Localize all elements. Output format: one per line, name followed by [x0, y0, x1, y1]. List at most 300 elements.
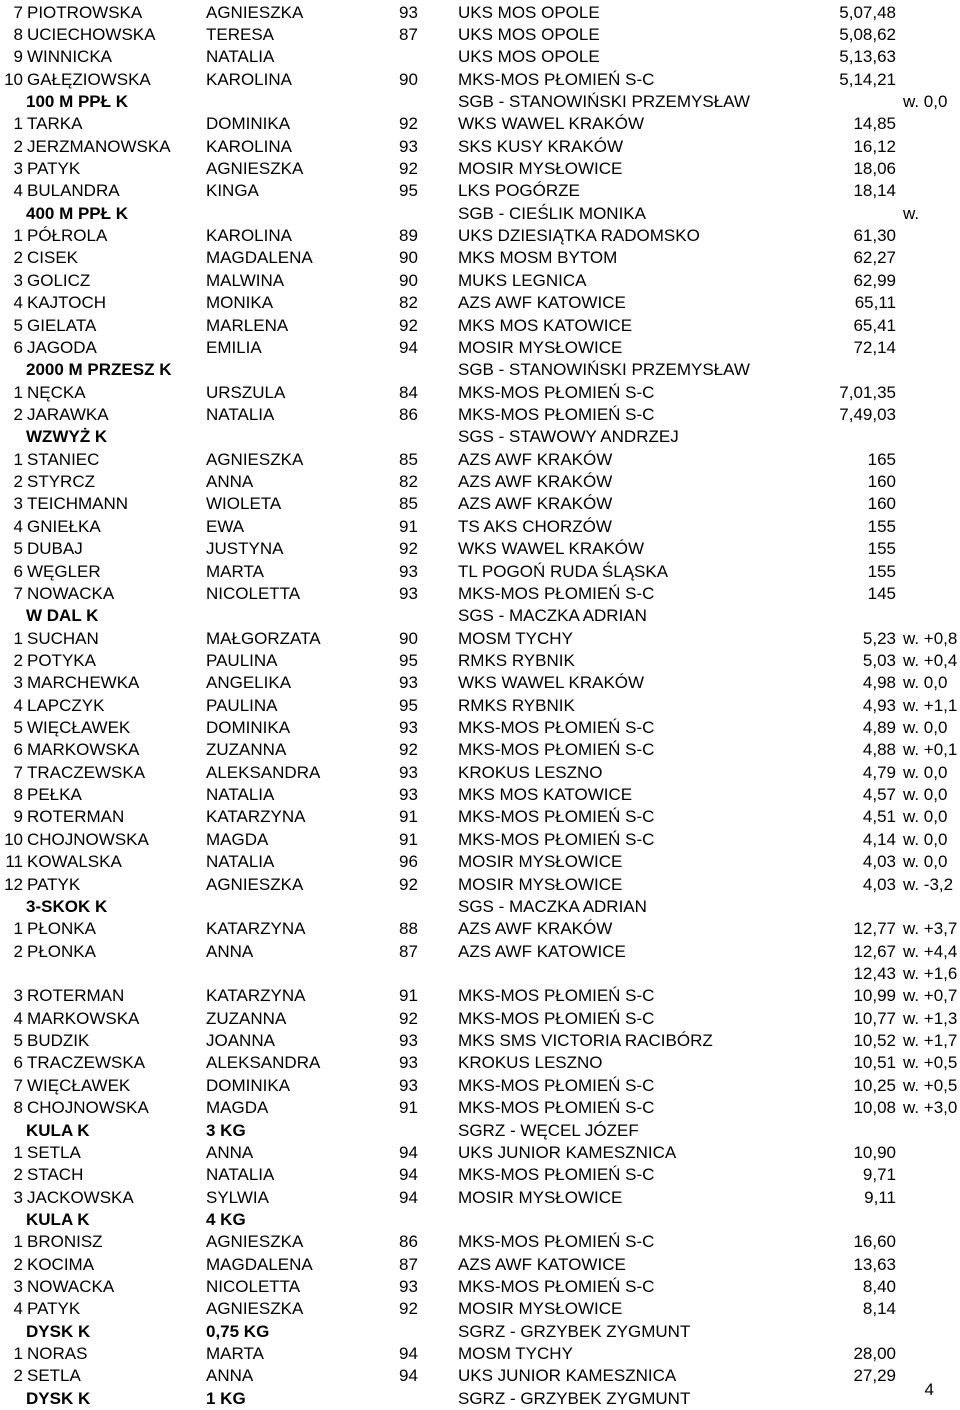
surname: SETLA [27, 1142, 81, 1162]
surname: BUDZIK [27, 1031, 90, 1051]
club: MKS-MOS PŁOMIEŃ S-C [458, 1165, 655, 1185]
wind: w. +0,7 [903, 986, 958, 1006]
club: UKS MOS OPOLE [458, 47, 600, 67]
event-coach: SGB - CIEŚLIK MONIKA [458, 203, 646, 223]
event-coach: SGRZ - GRZYBEK ZYGMUNT [458, 1388, 691, 1408]
club: UKS JUNIOR KAMESZNICA [458, 1366, 677, 1386]
event-name: KULA K [26, 1120, 90, 1140]
result-row [0, 1343, 960, 1365]
birth-year: 95 [399, 695, 418, 715]
place: 4 [13, 181, 23, 201]
event-weight: 0,75 KG [206, 1321, 270, 1341]
place: 2 [13, 1366, 23, 1386]
club: MKS-MOS PŁOMIEŃ S-C [458, 404, 655, 424]
birth-year: 92 [399, 315, 418, 335]
surname: ROTERMAN [27, 807, 125, 827]
result-row [0, 69, 960, 91]
first-name: MARTA [206, 1344, 264, 1364]
surname: LAPCZYK [27, 695, 105, 715]
club: MKS-MOS PŁOMIEŃ S-C [458, 807, 655, 827]
result: 10,77 [853, 1008, 896, 1028]
result-row [0, 2, 960, 24]
place: 1 [13, 226, 23, 246]
birth-year: 94 [399, 1142, 418, 1162]
birth-year: 93 [399, 762, 418, 782]
birth-year: 90 [399, 69, 418, 89]
club: MKS-MOS PŁOMIEŃ S-C [458, 986, 655, 1006]
place: 8 [13, 1098, 23, 1118]
place: 6 [13, 740, 23, 760]
first-name: AGNIESZKA [206, 449, 304, 469]
birth-year: 93 [399, 673, 418, 693]
birth-year: 92 [399, 539, 418, 559]
first-name: MARTA [206, 561, 264, 581]
place: 6 [13, 561, 23, 581]
birth-year: 91 [399, 829, 418, 849]
result: 8,40 [862, 1277, 896, 1297]
event-header-row [0, 896, 960, 918]
surname: SUCHAN [27, 628, 99, 648]
wind: w. +3,0 [903, 1098, 958, 1118]
event-name: WZWYŻ K [26, 427, 108, 447]
event-coach: SGS - MACZKA ADRIAN [458, 606, 647, 626]
place: 9 [13, 807, 23, 827]
birth-year: 93 [399, 1031, 418, 1051]
event-coach: SGS - MACZKA ADRIAN [458, 896, 647, 916]
birth-year: 82 [399, 293, 418, 313]
first-name: WIOLETA [206, 494, 282, 514]
club: MKS-MOS PŁOMIEŃ S-C [458, 1232, 655, 1252]
birth-year: 94 [399, 1366, 418, 1386]
result-row [0, 449, 960, 471]
first-name: ALEKSANDRA [206, 762, 321, 782]
club: AZS AWF KRAKÓW [458, 472, 613, 492]
wind: w. +0,5 [903, 1075, 958, 1095]
birth-year: 93 [399, 136, 418, 156]
place: 1 [13, 382, 23, 402]
place: 6 [13, 337, 23, 357]
club: MKS-MOS PŁOMIEŃ S-C [458, 1008, 655, 1028]
surname: MARKOWSKA [27, 740, 140, 760]
event-weight: 4 KG [206, 1209, 246, 1229]
result: 13,63 [853, 1254, 896, 1274]
place: 10 [4, 69, 23, 89]
result: 62,27 [853, 248, 896, 268]
club: MKS-MOS PŁOMIEŃ S-C [458, 382, 655, 402]
first-name: NATALIA [206, 47, 275, 67]
surname: GNIEŁKA [27, 516, 101, 536]
first-name: AGNIESZKA [206, 1232, 304, 1252]
club: MKS-MOS PŁOMIEŃ S-C [458, 718, 655, 738]
first-name: KAROLINA [206, 226, 292, 246]
surname: TEICHMANN [27, 494, 129, 514]
result: 155 [867, 561, 896, 581]
first-name: JUSTYNA [206, 539, 284, 559]
club: MKS-MOS PŁOMIEŃ S-C [458, 1075, 655, 1095]
wind: w. 0,0 [903, 829, 948, 849]
surname: NOWACKA [27, 583, 115, 603]
result: 12,43 [853, 963, 896, 983]
place: 9 [13, 47, 23, 67]
wind: w. +3,7 [903, 919, 958, 939]
birth-year: 95 [399, 181, 418, 201]
surname: PATYK [27, 874, 81, 894]
surname: CHOJNOWSKA [27, 829, 149, 849]
result-row [0, 113, 960, 135]
birth-year: 92 [399, 1299, 418, 1319]
result-row [0, 1097, 960, 1119]
club: WKS WAWEL KRAKÓW [458, 114, 645, 134]
surname: ROTERMAN [27, 986, 125, 1006]
first-name: AGNIESZKA [206, 1299, 304, 1319]
result: 72,14 [853, 337, 896, 357]
surname: TARKA [27, 114, 83, 134]
event-name: 100 M PPŁ K [26, 91, 129, 111]
first-name: KATARZYNA [206, 919, 306, 939]
result: 9,11 [864, 1187, 896, 1207]
birth-year: 93 [399, 561, 418, 581]
birth-year: 92 [399, 740, 418, 760]
result-row [0, 538, 960, 560]
surname: WIĘCŁAWEK [27, 718, 131, 738]
event-name: DYSK K [26, 1388, 91, 1408]
surname: WIĘCŁAWEK [27, 1075, 131, 1095]
first-name: URSZULA [206, 382, 286, 402]
wind: w. +1,3 [903, 1008, 958, 1028]
surname: NĘCKA [27, 382, 86, 402]
place: 2 [13, 941, 23, 961]
result-row [0, 46, 960, 68]
result: 4,88 [862, 740, 896, 760]
first-name: KINGA [206, 181, 259, 201]
wind: w. 0,0 [903, 785, 948, 805]
result: 7,49,03 [839, 404, 896, 424]
first-name: ZUZANNA [206, 740, 287, 760]
surname: UCIECHOWSKA [27, 24, 156, 44]
surname: STACH [27, 1165, 84, 1185]
result-row [0, 180, 960, 202]
result-row [0, 382, 960, 404]
club: UKS MOS OPOLE [458, 24, 600, 44]
first-name: ZUZANNA [206, 1008, 287, 1028]
club: MKS-MOS PŁOMIEŃ S-C [458, 740, 655, 760]
club: MKS-MOS PŁOMIEŃ S-C [458, 829, 655, 849]
surname: BRONISZ [27, 1232, 103, 1252]
surname: DUBAJ [27, 539, 83, 559]
first-name: AGNIESZKA [206, 874, 304, 894]
result-row [0, 24, 960, 46]
result-row [0, 158, 960, 180]
birth-year: 93 [399, 583, 418, 603]
result-row [0, 471, 960, 493]
result-row [0, 672, 960, 694]
first-name: NICOLETTA [206, 583, 301, 603]
result: 4,79 [862, 762, 896, 782]
birth-year: 91 [399, 807, 418, 827]
birth-year: 87 [399, 941, 418, 961]
event-weight: 3 KG [206, 1120, 246, 1140]
event-wind: w. [903, 203, 920, 223]
wind: w. 0,0 [903, 807, 948, 827]
club: MKS-MOS PŁOMIEŃ S-C [458, 1098, 655, 1118]
club: RMKS RYBNIK [458, 695, 575, 715]
birth-year: 92 [399, 159, 418, 179]
result-row [0, 1164, 960, 1186]
place: 4 [13, 1008, 23, 1028]
birth-year: 87 [399, 1254, 418, 1274]
club: KROKUS LESZNO [458, 1053, 603, 1073]
birth-year: 87 [399, 24, 418, 44]
place: 3 [13, 1277, 23, 1297]
club: MKS-MOS PŁOMIEŃ S-C [458, 583, 655, 603]
result: 4,89 [862, 718, 896, 738]
result: 65,41 [853, 315, 896, 335]
wind: w. +0,1 [903, 740, 958, 760]
wind: w. +1,1 [903, 695, 958, 715]
result: 27,29 [853, 1366, 896, 1386]
birth-year: 94 [399, 1187, 418, 1207]
place: 2 [13, 248, 23, 268]
wind: w. -3,2 [903, 874, 954, 894]
result: 10,08 [853, 1098, 896, 1118]
result-row [0, 1030, 960, 1052]
result-row [0, 1052, 960, 1074]
wind: w. 0,0 [903, 673, 948, 693]
result: 4,57 [862, 785, 896, 805]
place: 1 [13, 1142, 23, 1162]
birth-year: 86 [399, 1232, 418, 1252]
result-row [0, 941, 960, 963]
result: 4,03 [862, 852, 896, 872]
first-name: MAŁGORZATA [206, 628, 321, 648]
surname: CISEK [27, 248, 79, 268]
club: MKS-MOS PŁOMIEŃ S-C [458, 1277, 655, 1297]
result: 10,90 [853, 1142, 896, 1162]
club: MOSIR MYSŁOWICE [458, 874, 623, 894]
club: MOSM TYCHY [458, 1344, 573, 1364]
place: 2 [13, 404, 23, 424]
club: RMKS RYBNIK [458, 650, 575, 670]
surname: KOCIMA [27, 1254, 95, 1274]
first-name: PAULINA [206, 695, 278, 715]
event-name: W DAL K [26, 606, 99, 626]
club: MOSIR MYSŁOWICE [458, 159, 623, 179]
event-header-row [0, 1209, 960, 1231]
birth-year: 85 [399, 494, 418, 514]
place: 3 [13, 494, 23, 514]
first-name: KATARZYNA [206, 807, 306, 827]
result-row [0, 918, 960, 940]
birth-year: 92 [399, 874, 418, 894]
place: 3 [13, 986, 23, 1006]
result: 4,51 [862, 807, 896, 827]
wind: w. 0,0 [903, 852, 948, 872]
wind: w. +4,4 [903, 941, 958, 961]
place: 8 [13, 24, 23, 44]
place: 8 [13, 785, 23, 805]
event-coach: SGB - STANOWIŃSKI PRZEMYSŁAW [458, 360, 750, 380]
place: 7 [13, 762, 23, 782]
first-name: MARLENA [206, 315, 289, 335]
club: MKS SMS VICTORIA RACIBÓRZ [458, 1031, 713, 1051]
place: 1 [13, 919, 23, 939]
club: AZS AWF KRAKÓW [458, 494, 613, 514]
result: 4,03 [862, 874, 896, 894]
surname: CHOJNOWSKA [27, 1098, 149, 1118]
surname: GIELATA [27, 315, 97, 335]
place: 1 [13, 114, 23, 134]
place: 1 [13, 1344, 23, 1364]
result: 5,23 [862, 628, 896, 648]
result: 14,85 [853, 114, 896, 134]
place: 7 [13, 2, 23, 22]
first-name: EMILIA [206, 337, 262, 357]
place: 4 [13, 1299, 23, 1319]
place: 3 [13, 673, 23, 693]
birth-year: 89 [399, 226, 418, 246]
club: AZS AWF KATOWICE [458, 941, 626, 961]
club: TL POGOŃ RUDA ŚLĄSKA [458, 561, 669, 581]
birth-year: 95 [399, 650, 418, 670]
first-name: KAROLINA [206, 69, 292, 89]
place: 4 [13, 516, 23, 536]
first-name: KAROLINA [206, 136, 292, 156]
place: 5 [13, 718, 23, 738]
club: UKS MOS OPOLE [458, 2, 600, 22]
place: 11 [5, 852, 23, 872]
result-row [0, 985, 960, 1007]
wind: w. 0,0 [903, 718, 948, 738]
result-row [0, 1231, 960, 1253]
event-coach: SGRZ - GRZYBEK ZYGMUNT [458, 1321, 691, 1341]
first-name: NATALIA [206, 1165, 275, 1185]
place: 2 [13, 1254, 23, 1274]
birth-year: 90 [399, 248, 418, 268]
surname: TRACZEWSKA [27, 1053, 146, 1073]
club: UKS DZIESIĄTKA RADOMSKO [458, 226, 700, 246]
first-name: ALEKSANDRA [206, 1053, 321, 1073]
birth-year: 90 [399, 270, 418, 290]
result-row [0, 762, 960, 784]
birth-year: 90 [399, 628, 418, 648]
event-coach: SGB - STANOWIŃSKI PRZEMYSŁAW [458, 91, 750, 111]
event-name: 3-SKOK K [26, 896, 108, 916]
event-header-row [0, 426, 960, 448]
surname: NOWACKA [27, 1277, 115, 1297]
birth-year: 82 [399, 472, 418, 492]
result: 145 [867, 583, 896, 603]
result-row [0, 963, 960, 985]
result-row [0, 1298, 960, 1320]
result: 12,77 [853, 919, 896, 939]
result-row [0, 739, 960, 761]
first-name: MAGDALENA [206, 248, 313, 268]
result: 62,99 [853, 270, 896, 290]
surname: PŁONKA [27, 919, 96, 939]
result: 8,14 [862, 1299, 896, 1319]
club: TS AKS CHORZÓW [458, 516, 612, 536]
first-name: KATARZYNA [206, 986, 306, 1006]
event-name: 400 M PPŁ K [26, 203, 129, 223]
club: KROKUS LESZNO [458, 762, 603, 782]
result-row [0, 337, 960, 359]
result: 16,60 [853, 1232, 896, 1252]
first-name: ANNA [206, 1142, 254, 1162]
event-header-row [0, 605, 960, 627]
event-coach: SGRZ - WĘCEL JÓZEF [458, 1120, 639, 1140]
first-name: SYLWIA [206, 1187, 269, 1207]
club: MOSIR MYSŁOWICE [458, 1187, 623, 1207]
club: MKS MOS KATOWICE [458, 785, 633, 805]
event-coach: SGS - STAWOWY ANDRZEJ [458, 427, 679, 447]
surname: STANIEC [27, 449, 100, 469]
place: 4 [13, 695, 23, 715]
result: 5,14,21 [839, 69, 896, 89]
result: 61,30 [853, 226, 896, 246]
birth-year: 94 [399, 337, 418, 357]
first-name: NATALIA [206, 785, 275, 805]
club: UKS JUNIOR KAMESZNICA [458, 1142, 677, 1162]
birth-year: 93 [399, 718, 418, 738]
club: WKS WAWEL KRAKÓW [458, 539, 645, 559]
birth-year: 85 [399, 449, 418, 469]
birth-year: 93 [399, 1277, 418, 1297]
place: 2 [13, 1165, 23, 1185]
surname: SETLA [27, 1366, 81, 1386]
result-row [0, 247, 960, 269]
wind: w. +0,5 [903, 1053, 958, 1073]
result-row [0, 1276, 960, 1298]
birth-year: 92 [399, 114, 418, 134]
place: 5 [13, 315, 23, 335]
result-row [0, 292, 960, 314]
club: MUKS LEGNICA [458, 270, 587, 290]
birth-year: 96 [399, 852, 418, 872]
first-name: ANNA [206, 1366, 254, 1386]
event-name: 2000 M PRZESZ K [26, 360, 172, 380]
result-row [0, 874, 960, 896]
surname: BULANDRA [27, 181, 120, 201]
club: MOSIR MYSŁOWICE [458, 337, 623, 357]
result-row [0, 136, 960, 158]
club: MOSIR MYSŁOWICE [458, 852, 623, 872]
result: 28,00 [853, 1344, 896, 1364]
wind: w. +0,8 [903, 628, 958, 648]
result-row [0, 1187, 960, 1209]
result: 10,99 [853, 986, 896, 1006]
club: WKS WAWEL KRAKÓW [458, 673, 645, 693]
result-row [0, 583, 960, 605]
club: AZS AWF KATOWICE [458, 293, 626, 313]
birth-year: 93 [399, 2, 418, 22]
event-header-row [0, 359, 960, 381]
wind: w. +0,4 [903, 650, 958, 670]
surname: JAGODA [27, 337, 97, 357]
surname: KOWALSKA [27, 852, 122, 872]
result-row [0, 1365, 960, 1387]
result: 5,13,63 [839, 47, 896, 67]
page-number: 4 [924, 1380, 934, 1399]
place: 4 [13, 293, 23, 313]
event-name: DYSK K [26, 1321, 91, 1341]
surname: GOLICZ [27, 270, 91, 290]
result-row [0, 695, 960, 717]
birth-year: 94 [399, 1344, 418, 1364]
result: 10,25 [853, 1075, 896, 1095]
birth-year: 92 [399, 1008, 418, 1028]
place: 7 [13, 1075, 23, 1095]
result-row [0, 225, 960, 247]
